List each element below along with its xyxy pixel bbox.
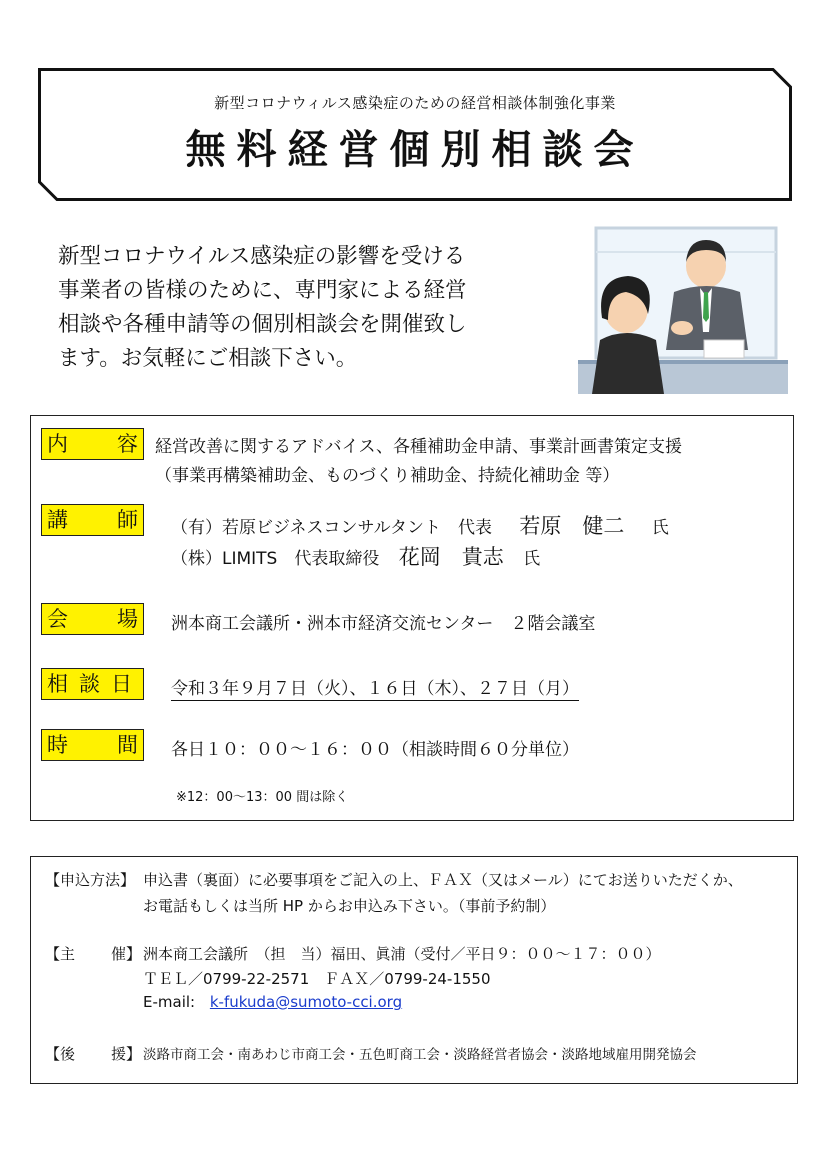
instructor-2-org: （株）LIMITS 代表取締役 [171, 549, 380, 569]
page-title: 無料経営個別相談会 [185, 127, 645, 173]
instructor-1-org: （有）若原ビジネスコンサルタント 代表 [171, 518, 492, 538]
support-label [45, 1043, 141, 1064]
consultation-illustration [578, 222, 788, 394]
label-content [41, 428, 144, 460]
label-char: 間 [117, 733, 138, 757]
intro-line: 相談や各種申請等の個別相談会を開催致し [58, 312, 467, 337]
email-label: E-mail: [143, 993, 196, 1011]
instructor-1-suffix: 氏 [651, 518, 669, 538]
label-char: 内 [47, 432, 68, 456]
intro-line: 事業者の皆様のために、専門家による経営 [58, 278, 467, 303]
support-text: 淡路市商工会・南あわじ市商工会・五色町商工会・淡路経営者協会・淡路地域雇用開発協会 [143, 1047, 697, 1063]
instructor-2 [171, 541, 540, 571]
content-line-2: （事業再構築補助金、ものづくり補助金、持続化補助金 等） [155, 466, 620, 486]
intro-text [58, 240, 558, 376]
details-box [30, 415, 794, 821]
label-char: 容 [117, 432, 138, 456]
instructor-2-name: 花岡 貴志 [398, 545, 504, 569]
label-part: 【後 [45, 1045, 76, 1063]
intro-line: 新型コロナウイルス感染症の影響を受ける [58, 244, 466, 269]
header-box [38, 68, 792, 201]
header-subtitle: 新型コロナウィルス感染症のための経営相談体制強化事業 [214, 94, 616, 112]
label-text: 相談日 [47, 672, 143, 696]
time-text: 各日１０：００～１６：００（相談時間６０分単位） [171, 740, 579, 760]
label-time [41, 729, 144, 761]
intro-line: ます。お気軽にご相談下さい。 [58, 346, 358, 371]
label-part: 【主 [45, 945, 76, 963]
host-line-1: 洲本商工会議所 （担 当）福田、眞浦（受付／平日９：００～１７：００） [143, 945, 661, 963]
contact-box [30, 856, 798, 1084]
label-char: 場 [117, 607, 138, 631]
label-date [41, 668, 144, 700]
instructor-1-name: 若原 健二 [519, 514, 625, 538]
host-email [143, 993, 402, 1011]
label-instructor [41, 504, 144, 536]
host-line-2: ＴＥＬ／0799-22-2571 ＦＡＸ／0799-24-1550 [143, 970, 491, 988]
venue-text: 洲本商工会議所・洲本市経済交流センター ２階会議室 [171, 614, 596, 634]
content-line-1: 経営改善に関するアドバイス、各種補助金申請、事業計画書策定支援 [155, 437, 682, 457]
email-link[interactable]: k-fukuda@sumoto-cci.org [209, 993, 403, 1011]
label-char: 会 [47, 607, 68, 631]
time-note: ※12：00～13：00 間は除く [176, 790, 349, 805]
host-label [45, 943, 141, 964]
label-venue [41, 603, 144, 635]
instructor-2-suffix: 氏 [523, 549, 541, 569]
date-value: 令和３年９月７日（火）、１６日（木）、２７日（月） [171, 679, 579, 699]
apply-label: 【申込方法】 [45, 871, 136, 889]
label-char: 時 [47, 733, 68, 757]
apply-line-2: お電話もしくは当所 HP からお申込み下さい。（事前予約制） [143, 897, 556, 915]
label-part: 催】 [110, 945, 141, 963]
instructor-1 [171, 510, 669, 540]
apply-line-1: 申込書（裏面）に必要事項をご記入の上、ＦＡＸ（又はメール）にてお送りいただくか、 [143, 871, 743, 889]
date-text [171, 674, 579, 699]
label-part: 援】 [110, 1045, 141, 1063]
label-char: 師 [117, 508, 138, 532]
label-char: 講 [47, 508, 68, 532]
